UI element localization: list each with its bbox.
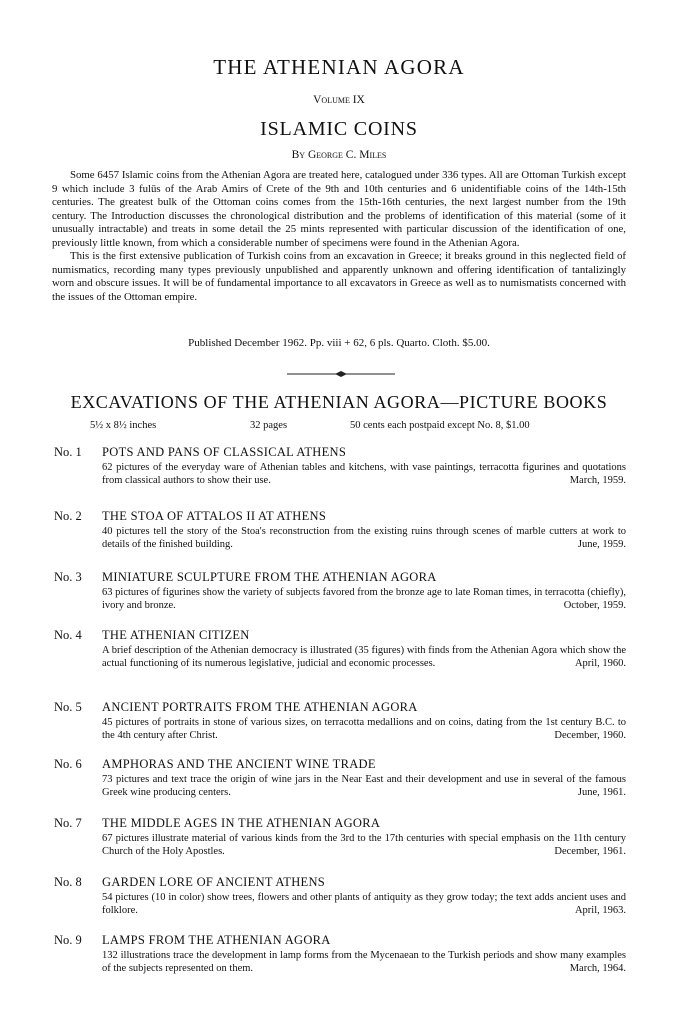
item-description: [102, 461, 626, 487]
item-description: [102, 832, 626, 858]
item-description-text: 54 pictures (10 in color) show trees, flowers and other plants of antiquity as they grow today; the text adds ancient uses and folklore.: [102, 892, 626, 916]
item-date: April, 1960.: [574, 658, 626, 669]
item-number: No. 9: [54, 933, 82, 947]
volume-label: Volume IX: [313, 94, 365, 106]
page-title: THE ATHENIAN AGORA: [213, 55, 465, 79]
item-description-text: 40 pictures tell the story of the Stoa's reconstruction from the existing ruins through scenes of marble cutters at work to details of the finished building.: [102, 526, 626, 550]
ornament-divider: [287, 370, 395, 378]
item-title: MINIATURE SCULPTURE FROM THE ATHENIAN AGORA: [102, 570, 437, 584]
description-paragraph-2: This is the first extensive publication of Turkish coins from an excavation in Greece; it breaks ground in this neglected field of numismatics, recording many types previously unpublished and apparently unknown and offering identification of tantalizingly worn and obscure issues. It will be of fundamental importance to all excavators in Greece as well as to numismatists concerned with the issues of the Ottoman empire.: [52, 250, 626, 303]
item-number: No. 1: [54, 445, 82, 459]
list-item: [54, 569, 626, 627]
item-date: December, 1960.: [554, 730, 626, 741]
author-line: By George C. Miles: [291, 149, 387, 161]
item-title: GARDEN LORE OF ANCIENT ATHENS: [102, 875, 326, 889]
item-date: June, 1961.: [577, 787, 626, 798]
item-date: March, 1959.: [569, 475, 626, 486]
picture-book-list: [54, 444, 626, 982]
item-description: [102, 891, 626, 917]
item-date: June, 1959.: [577, 539, 626, 550]
description-paragraph-1: Some 6457 Islamic coins from the Athenian Agora are treated here, catalogued under 336 types. All are Ottoman Turkish except 9 which include 3 fulūs of the Arab Amirs of Crete of the 9th and 10th centuries and 6 unidentifiable coins of the 14th-15th centuries. The greatest bulk of the Ottoman coins comes from the 15th-16th centuries, the next largest number from the 19th century. The Introduction discusses the chronological distribution and the problems of identification of this material (some of it unusually intractable) and treats in some detail the 25 mints represented with particular discussion of the identification of one, previously little known, from which a considerable number of specimens were found in the Athenian Agora.: [52, 169, 626, 249]
item-title: THE MIDDLE AGES IN THE ATHENIAN AGORA: [102, 816, 381, 830]
item-title: LAMPS FROM THE ATHENIAN AGORA: [102, 933, 331, 947]
item-number: No. 5: [54, 700, 82, 714]
book-description: [52, 169, 626, 304]
publication-details: Published December 1962. Pp. viii + 62, 6 pls. Quarto. Cloth. $5.00.: [188, 337, 490, 349]
item-description: [102, 949, 626, 975]
picture-book-specs: [90, 420, 620, 431]
list-item: [54, 508, 626, 569]
item-title: THE ATHENIAN CITIZEN: [102, 628, 250, 642]
list-item: [54, 874, 626, 932]
item-title: POTS AND PANS OF CLASSICAL ATHENS: [102, 445, 347, 459]
book-size: 5½ x 8½ inches: [90, 420, 157, 431]
item-title: AMPHORAS AND THE ANCIENT WINE TRADE: [102, 757, 376, 771]
item-description: [102, 716, 626, 742]
item-description-text: 67 pictures illustrate material of various kinds from the 3rd to the 17th centuries with special emphasis on the 11th century Church of the Holy Apostles.: [102, 833, 626, 857]
item-number: No. 4: [54, 628, 82, 642]
item-description-text: 63 pictures of figurines show the variety of subjects favored from the bronze age to late Roman times, in terracotta (chiefly), ivory and bronze.: [102, 587, 626, 611]
item-date: October, 1959.: [563, 600, 626, 611]
list-item: [54, 627, 626, 699]
item-description-text: A brief description of the Athenian democracy is illustrated (35 figures) with finds from the Athenian Agora which show the actual functioning of its numerous legislative, judicial and economic processes.: [102, 645, 626, 669]
item-number: No. 3: [54, 570, 82, 584]
item-number: No. 6: [54, 757, 82, 771]
book-pages: 32 pages: [250, 420, 288, 431]
item-description-text: 62 pictures of the everyday ware of Athenian tables and kitchens, with vase paintings, terracotta figurines and quotations from classical authors to show their use.: [102, 462, 626, 486]
book-subtitle: ISLAMIC COINS: [260, 118, 418, 140]
section-heading: EXCAVATIONS OF THE ATHENIAN AGORA—PICTURE BOOKS: [70, 392, 608, 412]
item-date: April, 1963.: [574, 905, 626, 916]
item-description-text: 132 illustrations trace the development in lamp forms from the Mycenaean to the Turkish periods and show many examples of the subjects represented on them.: [102, 950, 626, 974]
item-number: No. 2: [54, 509, 82, 523]
item-number: No. 8: [54, 875, 82, 889]
item-title: THE STOA OF ATTALOS II AT ATHENS: [102, 509, 327, 523]
item-description: [102, 773, 626, 799]
book-price: 50 cents each postpaid except No. 8, $1.00: [350, 420, 530, 431]
item-title: ANCIENT PORTRAITS FROM THE ATHENIAN AGORA: [102, 700, 418, 714]
item-description-text: 73 pictures and text trace the origin of wine jars in the Near East and their development and use in several of the famous Greek wine producing centers.: [102, 774, 626, 798]
item-description: [102, 586, 626, 612]
list-item: [54, 444, 626, 508]
item-description-text: 45 pictures of portraits in stone of various sizes, on terracotta medallions and on coins, dating from the 1st century B.C. to the 4th century after Christ.: [102, 717, 626, 741]
list-item: [54, 932, 626, 982]
list-item: [54, 815, 626, 874]
item-number: No. 7: [54, 816, 82, 830]
item-date: March, 1964.: [569, 963, 626, 974]
list-item: [54, 756, 626, 815]
item-description: [102, 644, 626, 670]
item-description: [102, 525, 626, 551]
item-date: December, 1961.: [554, 846, 626, 857]
list-item: [54, 699, 626, 756]
